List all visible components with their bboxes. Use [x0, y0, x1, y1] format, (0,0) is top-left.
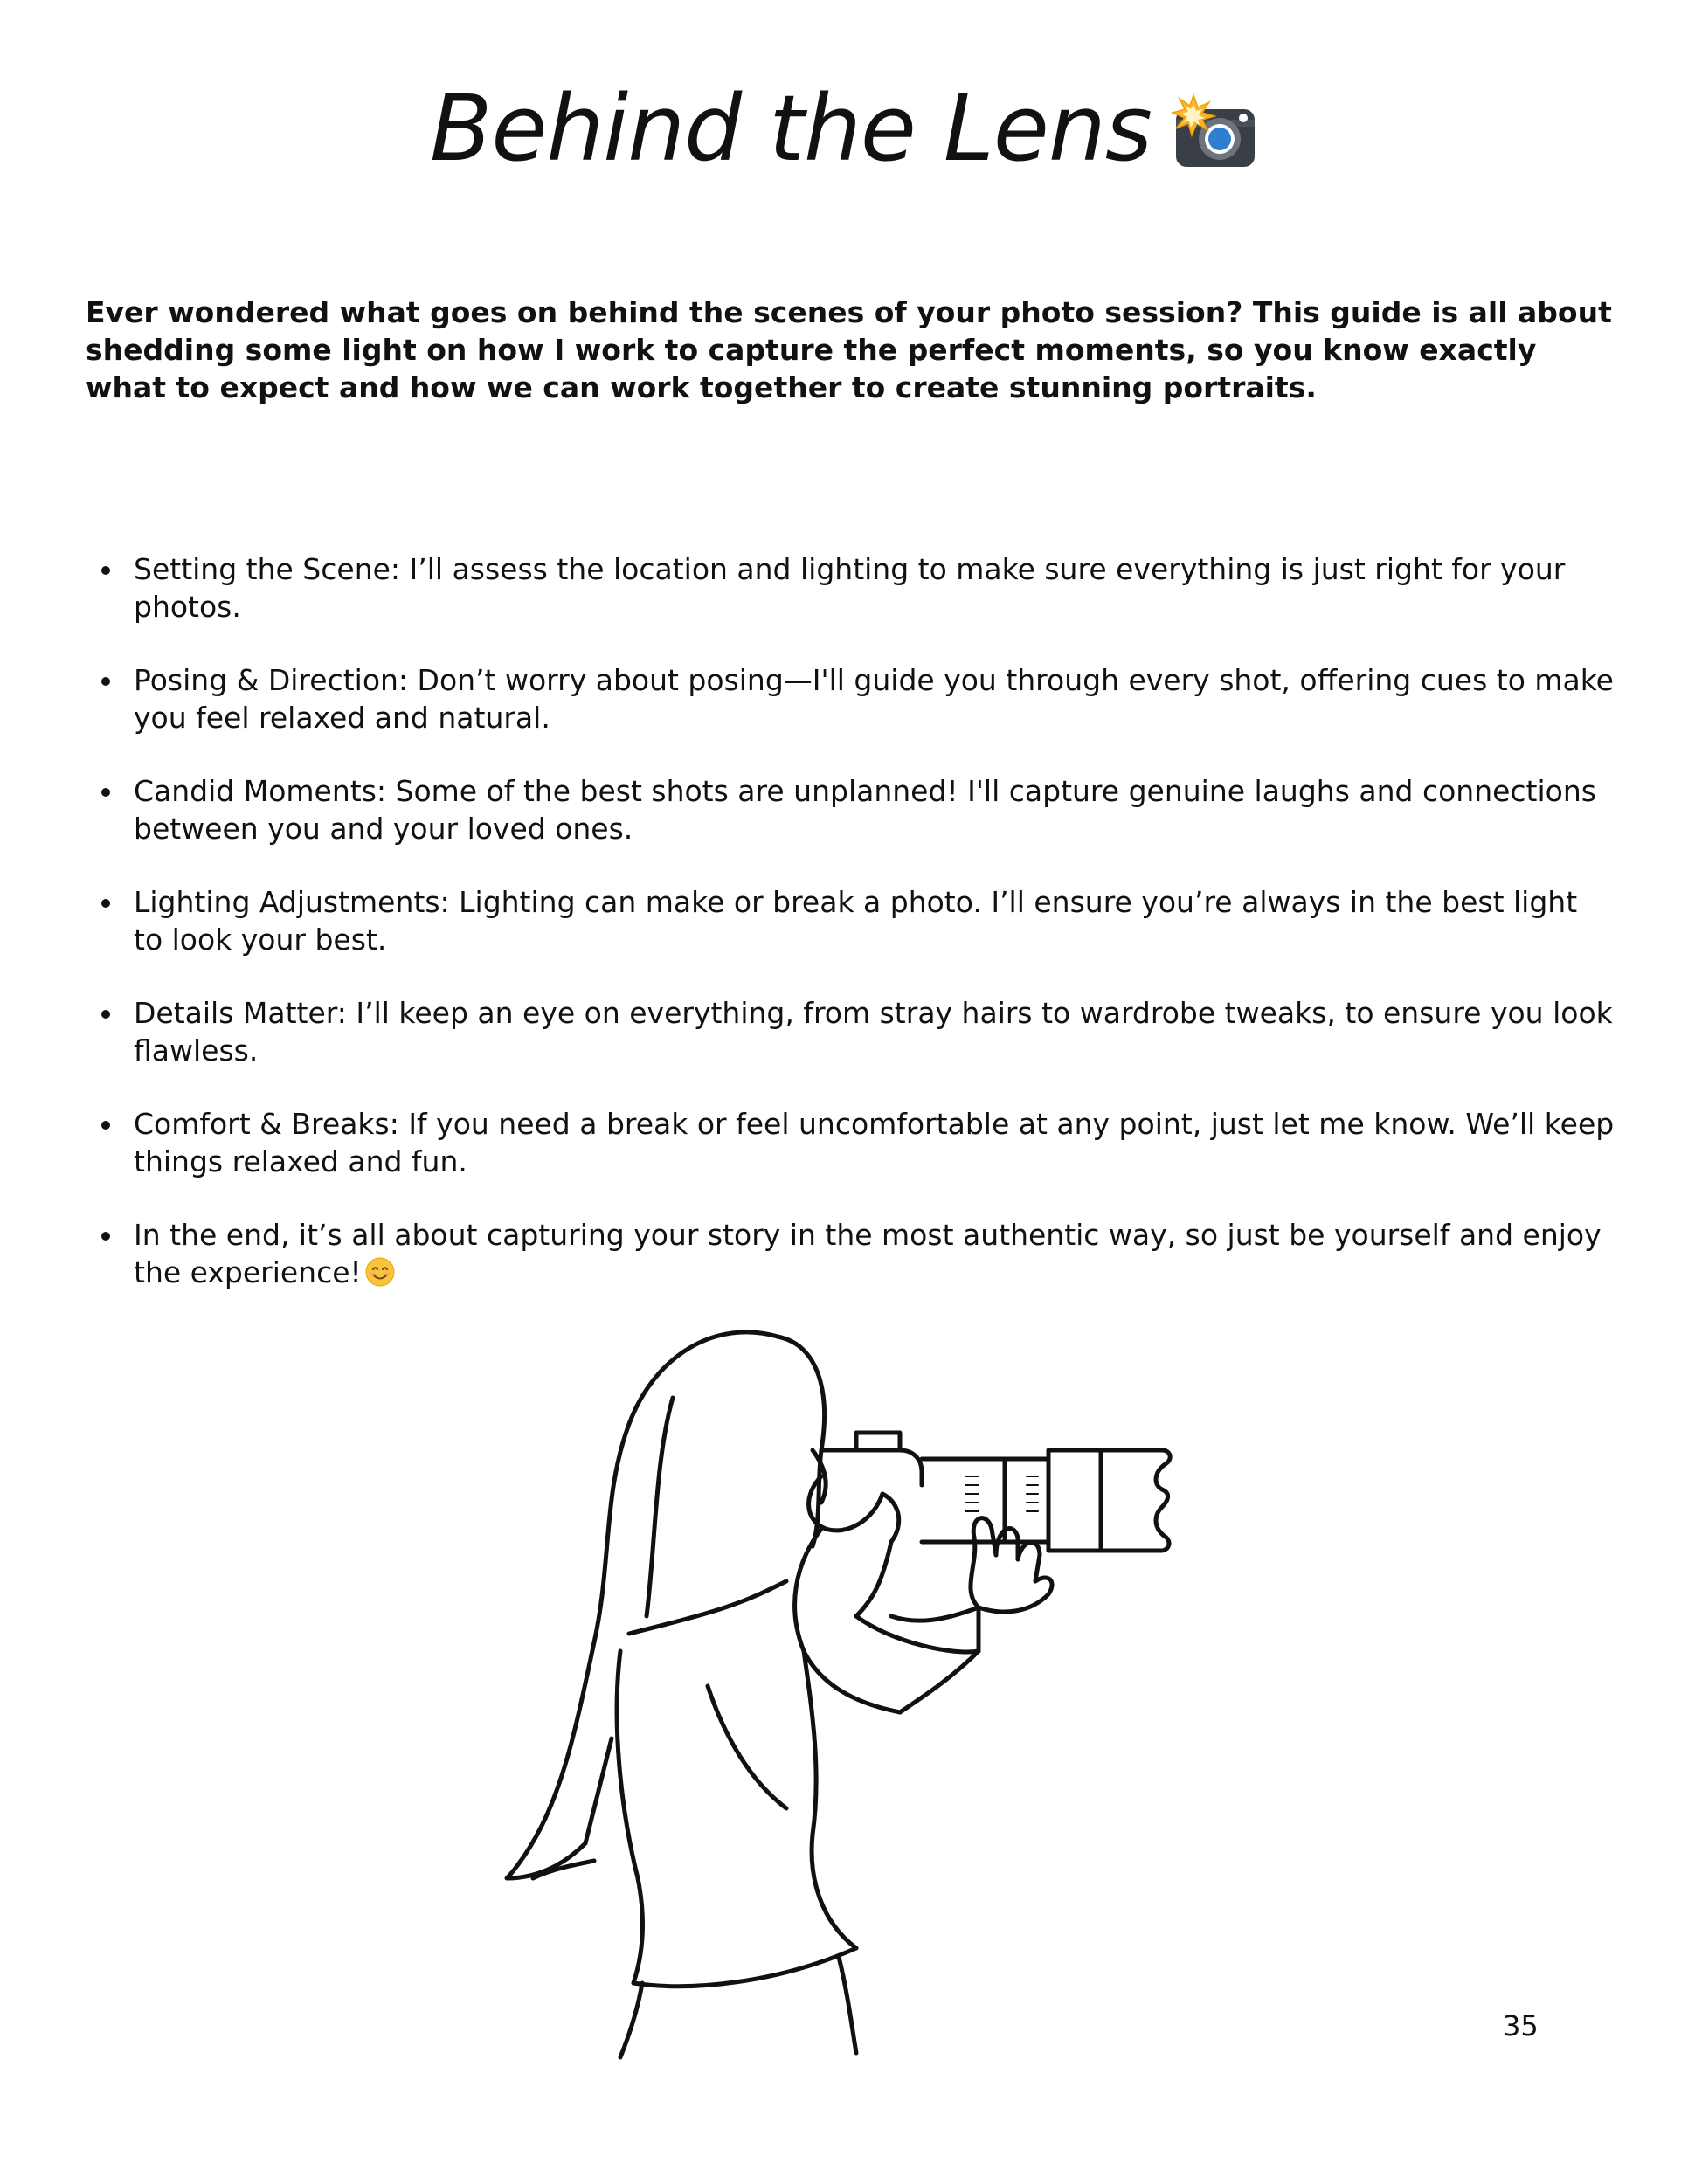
- list-item: [86, 1105, 1615, 1180]
- bullet-list: [86, 550, 1615, 1327]
- bullet-dot: [101, 899, 110, 908]
- photographer-illustration: [489, 1319, 1188, 2062]
- list-item: [86, 661, 1615, 736]
- list-item-text: Details Matter: I’ll keep an eye on everything, from stray hairs to wardrobe tweaks, to ensure you look flawless.: [134, 996, 1613, 1068]
- page-number: 35: [1503, 2009, 1539, 2042]
- list-item: [86, 994, 1615, 1069]
- bullet-dot: [101, 566, 110, 575]
- list-item-text: Candid Moments: Some of the best shots are unplanned! I'll capture genuine laughs and connections between you and your loved ones.: [134, 774, 1596, 846]
- bullet-dot: [101, 1232, 110, 1241]
- bullet-dot: [101, 1010, 110, 1019]
- intro-paragraph: Ever wondered what goes on behind the scenes of your photo session? This guide is all about shedding some light on how I work to capture the perfect moments, so you know exactly what to expect and how we can work together to create stunning portraits.: [86, 295, 1612, 404]
- list-item: [86, 550, 1615, 625]
- list-item-text: Lighting Adjustments: Lighting can make or break a photo. I’ll ensure you’re always in the best light to look your best.: [134, 885, 1578, 957]
- bullet-dot: [101, 1121, 110, 1130]
- smiling-face-icon: [365, 1257, 395, 1287]
- camera-with-flash-icon: [1171, 93, 1258, 170]
- bullet-dot: [101, 677, 110, 686]
- page-title: Behind the Lens: [430, 75, 1152, 182]
- list-item-text: In the end, it’s all about capturing your story in the most authentic way, so just be yourself and enjoy the experience!: [134, 1218, 1602, 1289]
- list-item-text: Posing & Direction: Don’t worry about posing—I'll guide you through every shot, offering cues to make you feel relaxed and natural.: [134, 663, 1614, 735]
- title-row: [0, 75, 1688, 182]
- list-item-text: Setting the Scene: I’ll assess the location and lighting to make sure everything is just right for your photos.: [134, 552, 1566, 624]
- list-item: [86, 772, 1615, 847]
- bullet-dot: [101, 788, 110, 797]
- list-item-text: Comfort & Breaks: If you need a break or feel uncomfortable at any point, just let me know. We’ll keep things relaxed and fun.: [134, 1107, 1615, 1178]
- list-item: [86, 883, 1615, 958]
- list-item: [86, 1216, 1615, 1291]
